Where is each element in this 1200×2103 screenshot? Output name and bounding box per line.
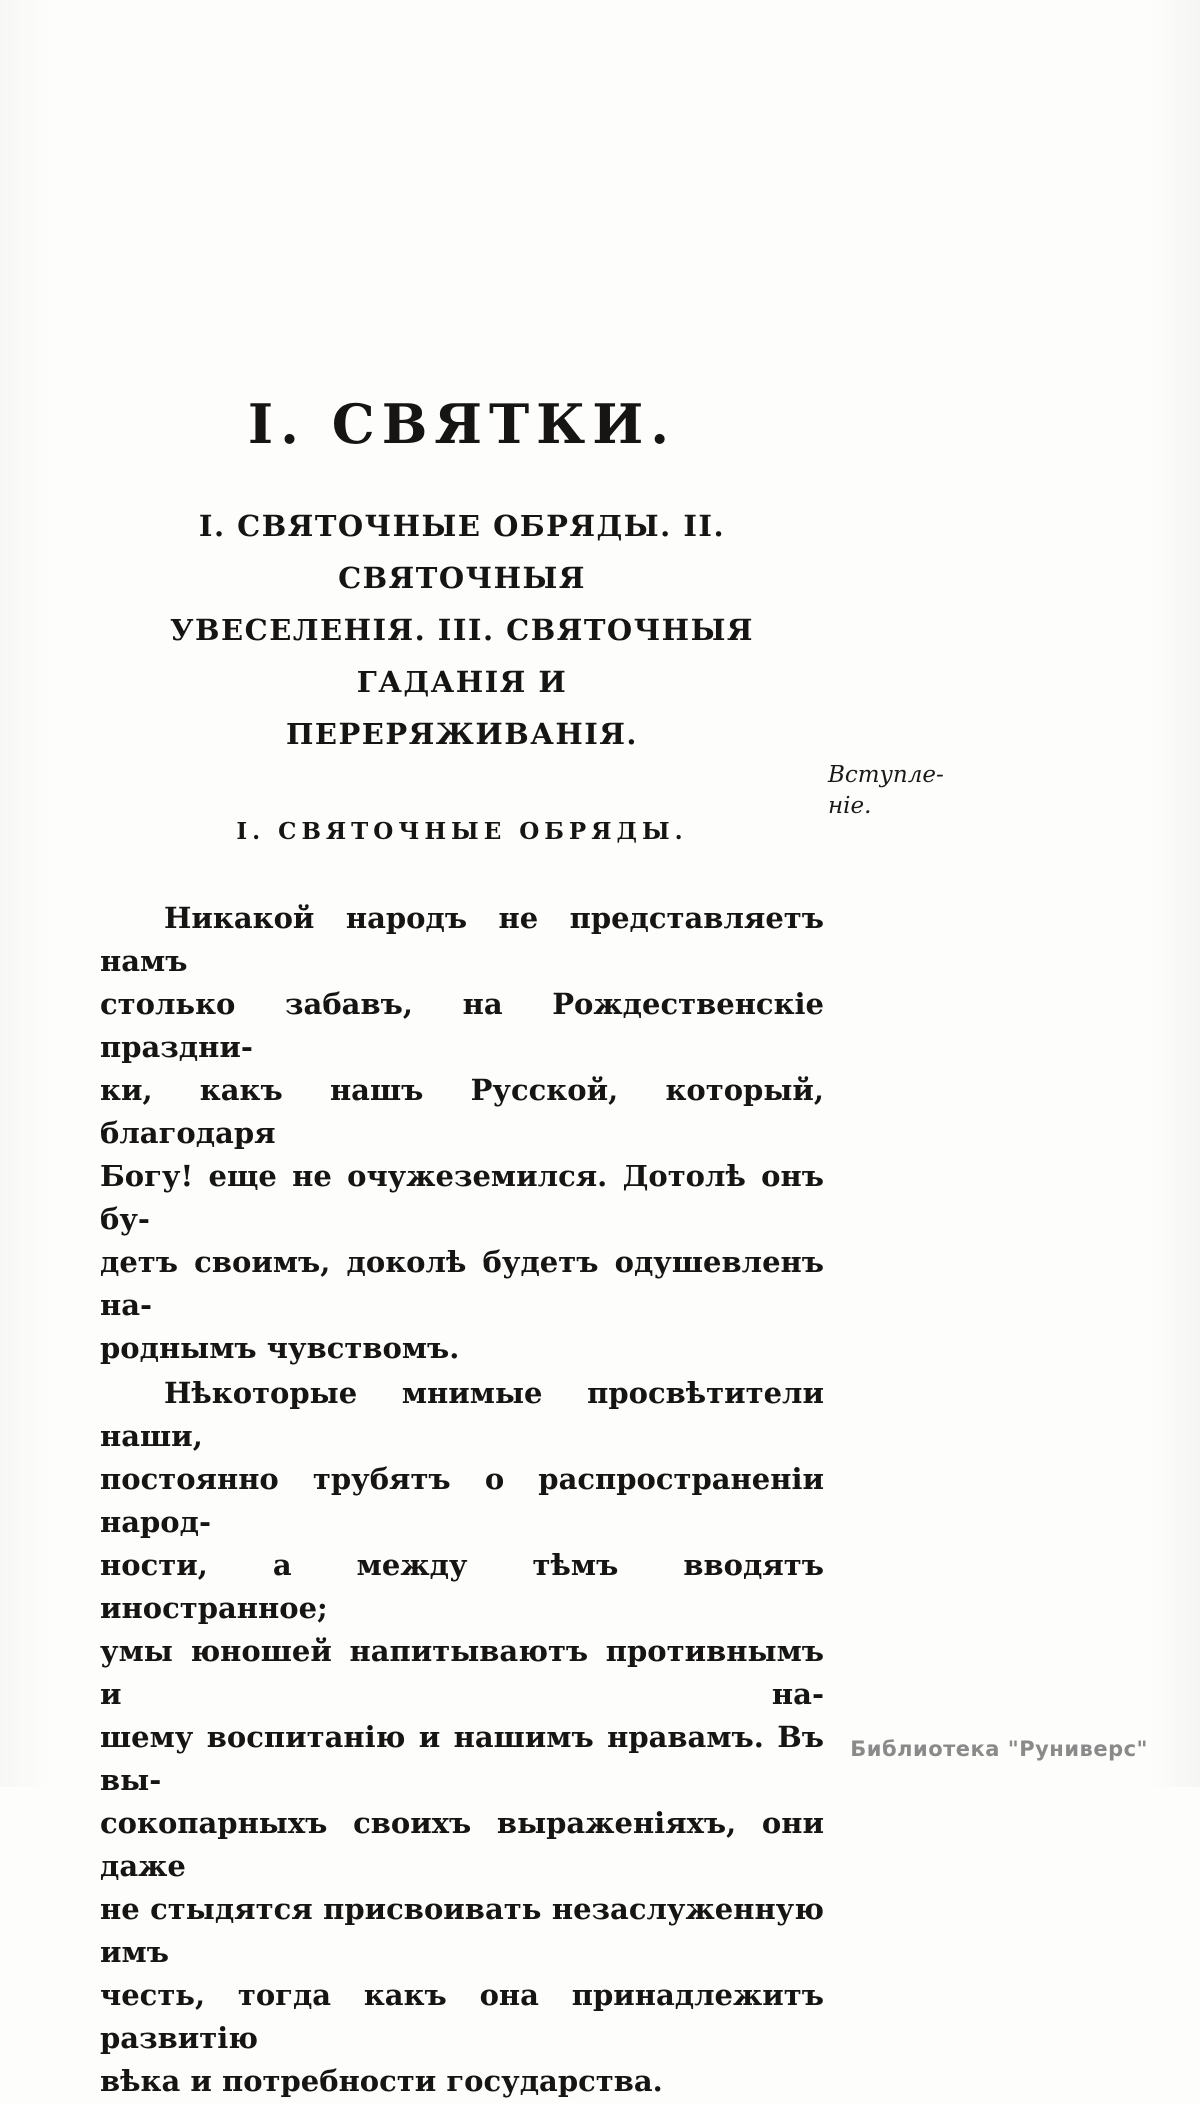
margin-note-line: ніе. bbox=[828, 793, 872, 819]
paragraph-line: умы юношей напитываютъ противнымъ и на- bbox=[100, 1634, 824, 1711]
page-title: I. СВЯТКИ. bbox=[247, 392, 677, 456]
paragraph-line: детъ своимъ, доколѣ будетъ одушевленъ на- bbox=[100, 1245, 824, 1322]
paragraph-line: вѣка и потребности государства. bbox=[100, 2064, 663, 2098]
paragraph-line: Никакой народъ не представляетъ намъ bbox=[100, 901, 824, 978]
paragraph-line: Нѣкоторые мнимые просвѣтители наши, bbox=[100, 1376, 824, 1453]
paragraph-line: шему воспитанію и нашимъ нравамъ. Въ вы- bbox=[100, 1720, 824, 1797]
paragraph-line: сокопарныхъ своихъ выраженіяхъ, они даже bbox=[100, 1806, 824, 1883]
text-column bbox=[100, 0, 824, 2103]
library-watermark: Библиотека "Руниверс" bbox=[850, 1737, 1148, 1761]
paragraph-line: ки, какъ нашъ Русской, который, благодаря bbox=[100, 1073, 824, 1150]
paragraph-line: честь, тогда какъ она принадлежитъ развитію bbox=[100, 1978, 824, 2055]
subtitle-line: I. СВЯТОЧНЫЕ ОБРЯДЫ. II. СВЯТОЧНЫЯ bbox=[198, 509, 726, 595]
paragraph bbox=[100, 897, 824, 1370]
paragraph-line: не стыдятся присвоивать незаслуженную имъ bbox=[100, 1892, 824, 1969]
body-text bbox=[100, 897, 824, 2103]
paragraph bbox=[100, 1372, 824, 2103]
section-heading: I. СВЯТОЧНЫЕ ОБРЯДЫ. bbox=[236, 818, 688, 845]
subtitle-line: ПЕРЕРЯЖИВАНІЯ. bbox=[286, 717, 638, 751]
subtitle-line: УВЕСЕЛЕНІЯ. III. СВЯТОЧНЫЯ ГАДАНІЯ И bbox=[169, 613, 754, 699]
chapter-subtitle bbox=[100, 500, 824, 760]
margin-note bbox=[828, 760, 958, 822]
paragraph-line: ности, а между тѣмъ вводятъ иностранное; bbox=[100, 1548, 824, 1625]
paragraph-line: постоянно трубятъ о распространеніи народ- bbox=[100, 1462, 824, 1539]
paragraph-line: роднымъ чувствомъ. bbox=[100, 1331, 460, 1365]
paragraph-line: Богу! еще не очужеземился. Дотолѣ онъ бу- bbox=[100, 1159, 824, 1236]
paragraph-line: столько забавъ, на Рождественскіе праздни- bbox=[100, 987, 824, 1064]
margin-note-line: Вступле- bbox=[828, 762, 944, 788]
